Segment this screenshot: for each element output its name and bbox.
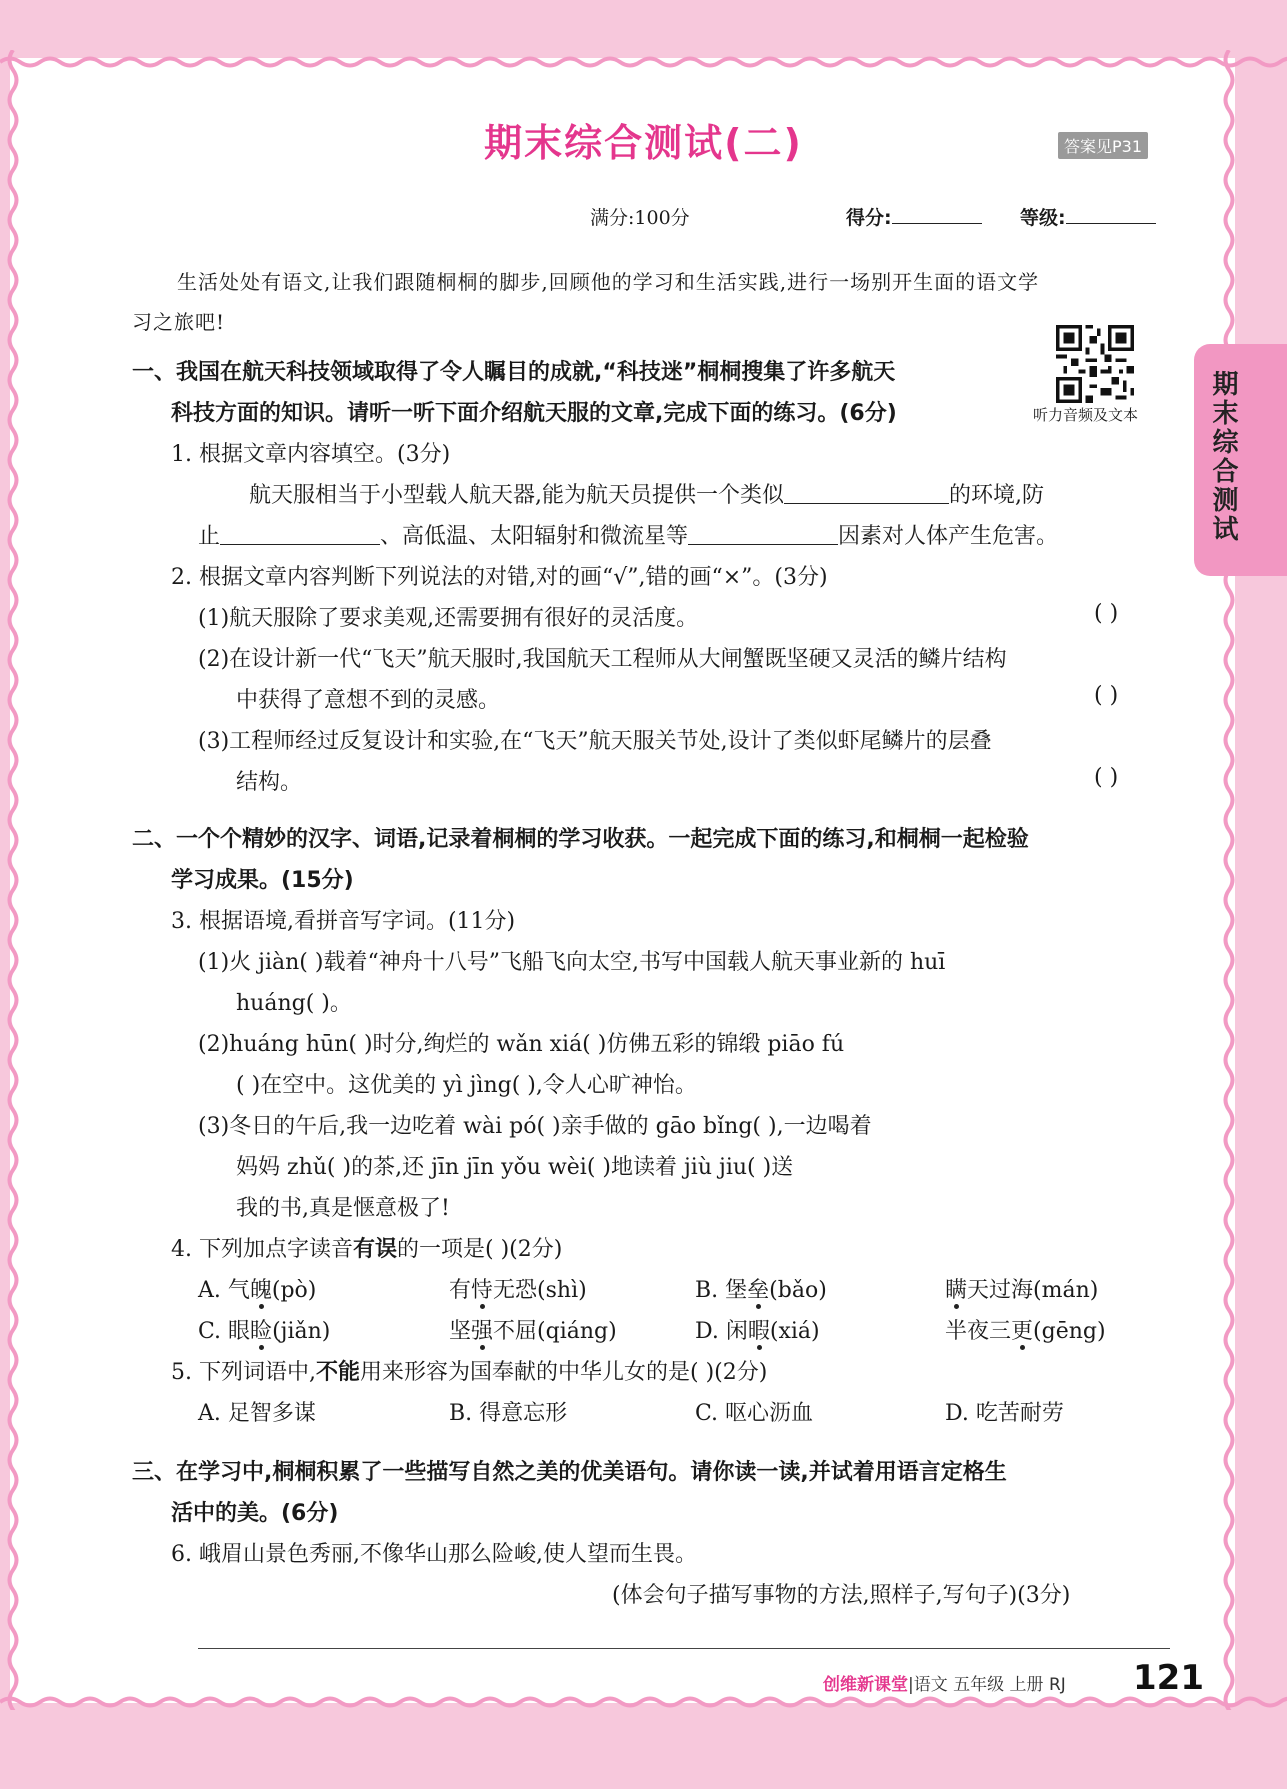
q3-line-1[interactable]: (1)火 jiàn( )载着“神舟十八号”飞船飞向太空,书写中国载人航天事业新的 huī bbox=[198, 950, 946, 975]
q4-stem-emphasis: 有误 bbox=[352, 1237, 397, 1262]
q5-stem bbox=[171, 1355, 767, 1386]
qr-caption: 听力音频及文本 bbox=[1033, 406, 1139, 424]
q1-text-1b: 的环境,防 bbox=[949, 483, 1044, 508]
score-blank[interactable] bbox=[892, 205, 982, 224]
q3-line-6[interactable]: 妈妈 zhǔ( )的茶,还 jīn jīn yǒu wèi( )地读着 jiù jiu( )送 bbox=[236, 1155, 794, 1180]
footer-course: |语文 五年级 上册 RJ bbox=[908, 1675, 1066, 1695]
q4-stem-b: 的一项是( )(2分) bbox=[397, 1237, 563, 1262]
footer-brand: 创维新课堂 bbox=[823, 1675, 908, 1695]
section1-heading-line2: 科技方面的知识。请听一听下面介绍航天服的文章,完成下面的练习。(6分) bbox=[171, 401, 897, 426]
q2-stem: 2. 根据文章内容判断下列说法的对错,对的画“√”,错的画“×”。(3分) bbox=[171, 565, 828, 590]
q4-option-d1[interactable]: D. 闲暇(xiá) bbox=[695, 1319, 820, 1344]
side-tab-label: 期末综合测试 bbox=[1208, 370, 1238, 544]
intro-line-2: 习之旅吧! bbox=[132, 310, 226, 334]
q2-item-3a: (3)工程师经过反复设计和实验,在“飞天”航天服关节处,设计了类似虾尾鳞片的层叠 bbox=[198, 729, 992, 754]
q4-option-d2[interactable]: 半夜三更(gēng) bbox=[945, 1319, 1106, 1344]
section2-heading-line1: 二、一个个精妙的汉字、词语,记录着桐桐的学习收获。一起完成下面的练习,和桐桐一起检验 bbox=[132, 827, 1029, 852]
score-field[interactable] bbox=[846, 203, 982, 230]
q4-stem-a: 4. 下列加点字读音 bbox=[171, 1237, 353, 1262]
q2-answer-2[interactable]: ( ) bbox=[1094, 683, 1119, 708]
q2-item-2a: (2)在设计新一代“飞天”航天服时,我国航天工程师从大闸蟹既坚硬又灵活的鳞片结构 bbox=[198, 647, 1007, 672]
section3-heading-line1: 三、在学习中,桐桐积累了一些描写自然之美的优美语句。请你读一读,并试着用语言定格生 bbox=[132, 1460, 1007, 1485]
intro-paragraph bbox=[132, 262, 1172, 342]
q3-line-7: 我的书,真是惬意极了! bbox=[236, 1196, 450, 1221]
grade-label: 等级: bbox=[1020, 207, 1066, 229]
q2-answer-3[interactable]: ( ) bbox=[1094, 765, 1119, 790]
footer-info bbox=[823, 1670, 1066, 1695]
q5-stem-emphasis: 不能 bbox=[315, 1360, 360, 1385]
q3-line-4[interactable]: ( )在空中。这优美的 yì jìng( ),令人心旷神怡。 bbox=[236, 1073, 697, 1098]
q5-stem-a: 5. 下列词语中, bbox=[171, 1360, 316, 1385]
q3-line-2[interactable]: huáng( )。 bbox=[236, 991, 352, 1016]
page-number: 121 bbox=[1133, 1658, 1204, 1698]
q2-item-2b: 中获得了意想不到的灵感。 bbox=[236, 688, 501, 713]
wavy-border-top bbox=[0, 50, 1287, 74]
section3-heading-line2: 活中的美。(6分) bbox=[171, 1501, 339, 1526]
q5-option-b[interactable]: B. 得意忘形 bbox=[449, 1401, 568, 1426]
q1-blank-3[interactable] bbox=[688, 520, 838, 545]
q5-option-a[interactable]: A. 足智多谋 bbox=[198, 1401, 316, 1426]
section2-heading-line2: 学习成果。(15分) bbox=[171, 868, 354, 893]
grade-field[interactable] bbox=[1020, 203, 1156, 230]
q3-stem: 3. 根据语境,看拼音写字词。(11分) bbox=[171, 909, 516, 934]
q1-text-2c: 因素对人体产生危害。 bbox=[838, 524, 1059, 549]
q4-option-a1[interactable]: A. 气魄(pò) bbox=[198, 1278, 317, 1303]
full-score: 满分:100分 bbox=[590, 207, 690, 229]
wavy-border-right bbox=[1216, 50, 1242, 1710]
q2-answer-1[interactable]: ( ) bbox=[1094, 601, 1119, 626]
q1-text-1a: 航天服相当于小型载人航天器,能为航天员提供一个类似 bbox=[249, 483, 784, 508]
q1-text-2b: 、高低温、太阳辐射和微流星等 bbox=[380, 524, 689, 549]
q4-stem bbox=[171, 1232, 562, 1263]
grade-blank[interactable] bbox=[1066, 205, 1156, 224]
q1-text-line2 bbox=[198, 519, 1058, 550]
score-label: 得分: bbox=[846, 207, 892, 229]
section1-heading-line1: 一、我国在航天科技领域取得了令人瞩目的成就,“科技迷”桐桐搜集了许多航天 bbox=[132, 360, 896, 385]
q5-option-d[interactable]: D. 吃苦耐劳 bbox=[945, 1401, 1064, 1426]
q4-option-b1[interactable]: B. 堡垒(bǎo) bbox=[695, 1278, 827, 1303]
q6-stem: 6. 峨眉山景色秀丽,不像华山那么险峻,使人望而生畏。 bbox=[171, 1542, 697, 1567]
q4-option-a2[interactable]: 有恃无恐(shì) bbox=[449, 1278, 587, 1303]
wavy-border-left bbox=[0, 50, 26, 1710]
q3-line-3[interactable]: (2)huáng hūn( )时分,绚烂的 wǎn xiá( )仿佛五彩的锦缎 piāo fú bbox=[198, 1032, 845, 1057]
q1-text-2a: 止 bbox=[198, 524, 221, 549]
q5-option-c[interactable]: C. 呕心沥血 bbox=[695, 1401, 814, 1426]
answer-reference-badge: 答案见P31 bbox=[1058, 132, 1148, 159]
qr-code-icon[interactable] bbox=[1055, 325, 1135, 403]
wavy-border-bottom bbox=[0, 1690, 1287, 1714]
q4-option-c2[interactable]: 坚强不屈(qiáng) bbox=[449, 1319, 617, 1344]
q2-item-1: (1)航天服除了要求美观,还需要拥有很好的灵活度。 bbox=[198, 606, 699, 631]
q2-item-3b: 结构。 bbox=[236, 770, 303, 795]
q6-hint: (体会句子描写事物的方法,照样子,写句子)(3分) bbox=[612, 1583, 1071, 1608]
q1-stem: 1. 根据文章内容填空。(3分) bbox=[171, 442, 451, 467]
q4-option-b2[interactable]: 瞒天过海(mán) bbox=[945, 1278, 1099, 1303]
page-title: 期末综合测试(二) bbox=[484, 121, 803, 165]
footer-divider bbox=[198, 1648, 1170, 1649]
q1-blank-1[interactable] bbox=[784, 479, 949, 504]
q5-stem-b: 用来形容为国奉献的中华儿女的是( )(2分) bbox=[360, 1360, 768, 1385]
intro-line-1: 生活处处有语文,让我们跟随桐桐的脚步,回顾他的学习和生活实践,进行一场别开生面的语文学 bbox=[177, 270, 1040, 294]
q4-option-c1[interactable]: C. 眼睑(jiǎn) bbox=[198, 1319, 331, 1344]
q1-text-line1 bbox=[249, 478, 1044, 509]
q3-line-5[interactable]: (3)冬日的午后,我一边吃着 wài pó( )亲手做的 gāo bǐng( ),一边喝着 bbox=[198, 1114, 872, 1139]
q1-blank-2[interactable] bbox=[220, 520, 380, 545]
